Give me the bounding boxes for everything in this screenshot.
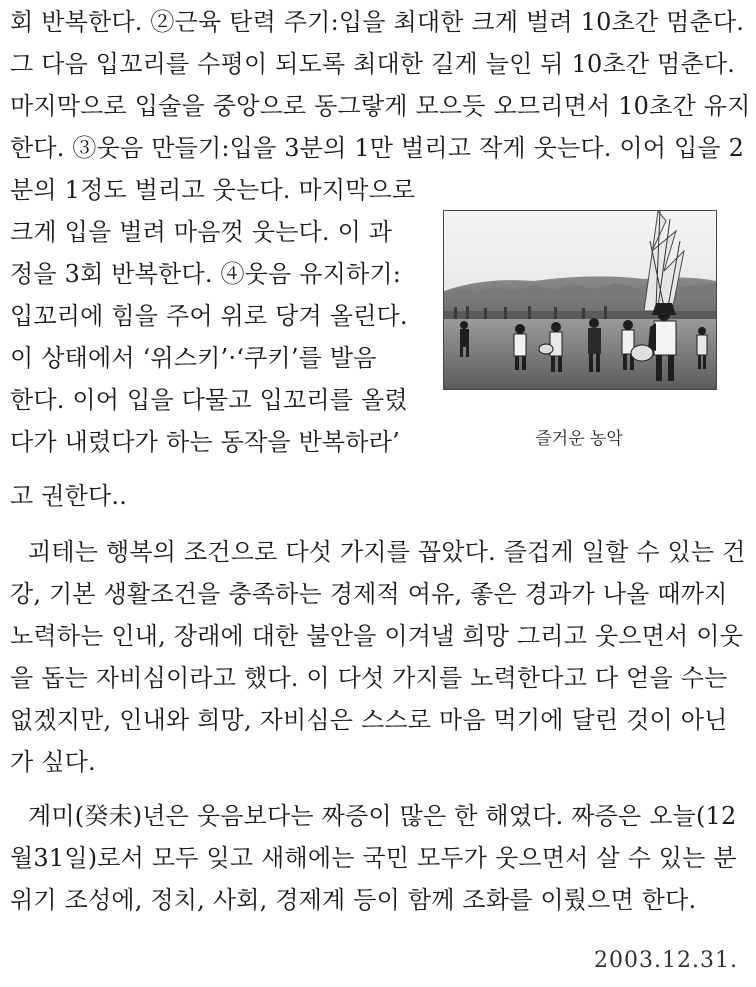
text-line: 그 다음 입꼬리를 수평이 되도록 최대한 길게 늘인 뒤 10초간 멈춘다. [10,50,736,78]
photo-figure [443,210,717,390]
text-line: 마지막으로 입술을 중앙으로 동그랗게 모으듯 오므리면서 10초간 유지 [10,92,751,120]
text-line: 위기 조성에, 정치, 사회, 경제계 등이 함께 조화를 이뤘으면 한다. [10,886,697,914]
text-line: 괴테는 행복의 조건으로 다섯 가지를 꼽았다. 즐겁게 일할 수 있는 건 [28,538,746,566]
text-line: 한다. ③웃음 만들기:입을 3분의 1만 벌리고 작게 웃는다. 이어 입을 2 [10,134,745,162]
text-line: 회 반복한다. ②근육 탄력 주기:입을 최대한 크게 벌려 10초간 멈춘다. [10,8,745,36]
text-line: 고 권한다.. [10,482,128,510]
document-date: 2003.12.31. [594,948,738,973]
text-line: 한다. 이어 입을 다물고 입꼬리를 올렸 [10,386,408,414]
text-line: 없겠지만, 인내와 희망, 자비심은 스스로 마음 먹기에 달린 것이 아닌 [10,706,728,734]
text-line: 이 상태에서 ‘위스키’·‘쿠키’를 발음 [10,344,377,372]
nongak-photo [444,211,716,389]
text-line: 다가 내렸다가 하는 동작을 반복하라’ [10,428,400,456]
text-line: 을 돕는 자비심이라고 했다. 이 다섯 가지를 노력한다고 다 얻을 수는 [10,664,728,692]
figure-caption: 즐거운 농악 [535,429,623,449]
text-line: 정을 3회 반복한다. ④웃음 유지하기: [10,260,402,288]
text-line: 월31일)로서 모두 잊고 새해에는 국민 모두가 웃으면서 살 수 있는 분 [10,844,737,872]
text-line: 강, 기본 생활조건을 충족하는 경제적 여유, 좋은 경과가 나올 때까지 [10,580,728,608]
text-line: 노력하는 인내, 장래에 대한 불안을 이겨낼 희망 그리고 웃으면서 이웃 [10,622,744,650]
text-line: 분의 1정도 벌리고 웃는다. 마지막으로 [10,176,416,204]
text-line: 입꼬리에 힘을 주어 위로 당겨 올린다. [10,302,408,330]
text-line: 가 싶다. [10,748,96,776]
text-line: 계미(癸未)년은 웃음보다는 짜증이 많은 한 해였다. 짜증은 오늘(12 [28,802,737,830]
text-line: 크게 입을 벌려 마음껏 웃는다. 이 과 [10,218,393,246]
